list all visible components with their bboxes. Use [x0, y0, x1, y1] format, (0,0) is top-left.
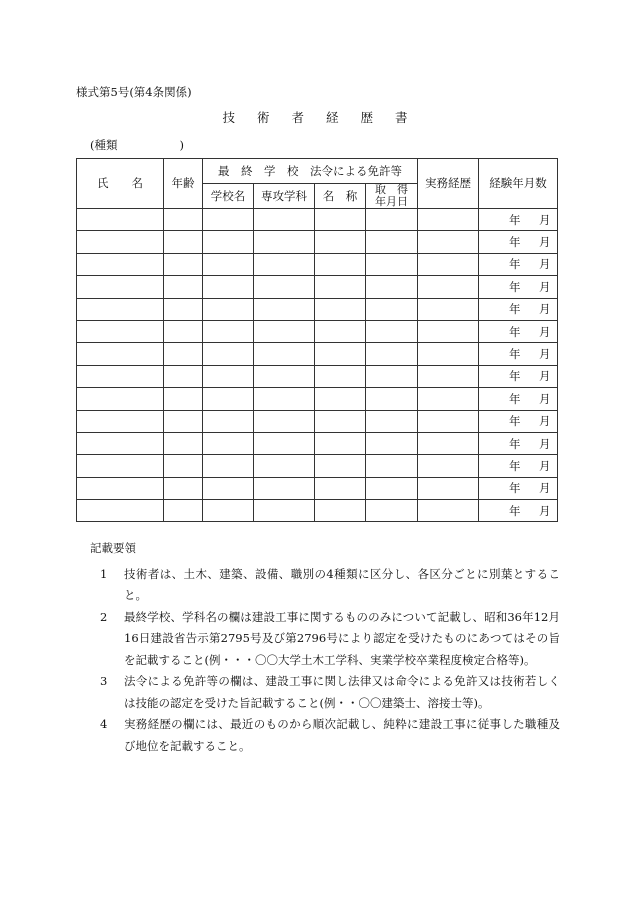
school-cell[interactable]: [203, 477, 254, 499]
license-title-cell[interactable]: [315, 455, 366, 477]
license-title-cell[interactable]: [315, 343, 366, 365]
age-cell[interactable]: [164, 365, 203, 387]
experience-cell[interactable]: [479, 388, 558, 410]
license-title-cell[interactable]: [315, 209, 366, 231]
major-cell[interactable]: [254, 410, 315, 432]
career-cell[interactable]: [418, 455, 479, 477]
age-cell[interactable]: [164, 432, 203, 454]
instruction-text: 実務経歴の欄には、最近のものから順次記載し、純粋に建設工事に従事した職種及び地位を記載すること。: [124, 717, 560, 753]
header-license-title: 名 称: [315, 184, 366, 209]
acquired-date-cell[interactable]: [366, 388, 418, 410]
major-cell[interactable]: [254, 343, 315, 365]
license-title-cell[interactable]: [315, 298, 366, 320]
major-cell[interactable]: [254, 455, 315, 477]
license-title-cell[interactable]: [315, 253, 366, 275]
instruction-item: [90, 564, 560, 607]
major-cell[interactable]: [254, 298, 315, 320]
career-cell[interactable]: [418, 388, 479, 410]
license-title-cell[interactable]: [315, 432, 366, 454]
career-cell[interactable]: [418, 209, 479, 231]
table-row: [77, 455, 558, 477]
school-cell[interactable]: [203, 343, 254, 365]
month-unit-label: 月: [539, 458, 551, 473]
acquired-date-cell[interactable]: [366, 231, 418, 253]
title-char: 書: [395, 110, 408, 125]
kind-field: [90, 137, 184, 153]
year-unit-label: 年: [509, 302, 521, 317]
instruction-number: 3: [100, 674, 108, 688]
career-cell[interactable]: [418, 231, 479, 253]
header-acquired-line1: 取 得: [375, 183, 408, 197]
table-row: [77, 209, 558, 231]
license-title-cell[interactable]: [315, 276, 366, 298]
table-row: [77, 298, 558, 320]
header-school: 学校名: [203, 184, 254, 209]
name-cell[interactable]: [77, 432, 164, 454]
year-unit-label: 年: [509, 369, 521, 384]
table-row: [77, 320, 558, 342]
kind-close: ): [179, 138, 184, 152]
age-cell[interactable]: [164, 320, 203, 342]
major-cell[interactable]: [254, 231, 315, 253]
acquired-date-cell[interactable]: [366, 320, 418, 342]
year-unit-label: 年: [509, 257, 521, 272]
month-unit-label: 月: [539, 391, 551, 406]
instruction-text: 法令による免許等の欄は、建設工事に関し法律又は命令による免許又は技術若しくは技能の認定を受けた旨記載すること(例・・〇〇建築士、溶接士等)。: [124, 674, 560, 710]
career-cell[interactable]: [418, 320, 479, 342]
year-unit-label: 年: [509, 324, 521, 339]
year-unit-label: 年: [509, 235, 521, 250]
school-cell[interactable]: [203, 455, 254, 477]
school-cell[interactable]: [203, 432, 254, 454]
instruction-number: 2: [100, 609, 108, 624]
name-cell[interactable]: [77, 276, 164, 298]
experience-cell[interactable]: [479, 343, 558, 365]
header-acquired-line2: 年月日: [375, 195, 408, 208]
header-experience: 経験年月数: [479, 159, 558, 209]
kind-open: (種類: [90, 138, 118, 152]
month-unit-label: 月: [539, 235, 551, 250]
name-cell[interactable]: [77, 365, 164, 387]
header-school-license: 最 終 学 校 法令による免許等: [203, 159, 418, 184]
school-cell[interactable]: [203, 365, 254, 387]
year-unit-label: 年: [509, 414, 521, 429]
career-cell[interactable]: [418, 432, 479, 454]
license-title-cell[interactable]: [315, 231, 366, 253]
career-cell[interactable]: [418, 410, 479, 432]
career-cell[interactable]: [418, 276, 479, 298]
age-cell[interactable]: [164, 253, 203, 275]
year-unit-label: 年: [509, 503, 521, 518]
age-cell[interactable]: [164, 343, 203, 365]
acquired-date-cell[interactable]: [366, 455, 418, 477]
instruction-text: 技術者は、土木、建築、設備、職別の4種類に区分し、各区分ごとに別葉とすること。: [124, 566, 560, 602]
year-unit-label: 年: [509, 436, 521, 451]
school-cell[interactable]: [203, 209, 254, 231]
school-cell[interactable]: [203, 500, 254, 522]
major-cell[interactable]: [254, 365, 315, 387]
table-row: [77, 231, 558, 253]
experience-cell[interactable]: [479, 298, 558, 320]
month-unit-label: 月: [539, 481, 551, 496]
school-cell[interactable]: [203, 320, 254, 342]
year-unit-label: 年: [509, 279, 521, 294]
experience-cell[interactable]: [479, 455, 558, 477]
license-title-cell[interactable]: [315, 365, 366, 387]
school-cell[interactable]: [203, 276, 254, 298]
major-cell[interactable]: [254, 388, 315, 410]
table-row: [77, 365, 558, 387]
license-title-cell[interactable]: [315, 410, 366, 432]
age-cell[interactable]: [164, 231, 203, 253]
name-cell[interactable]: [77, 231, 164, 253]
age-cell[interactable]: [164, 410, 203, 432]
table-row: [77, 388, 558, 410]
month-unit-label: 月: [539, 324, 551, 339]
month-unit-label: 月: [539, 212, 551, 227]
acquired-date-cell[interactable]: [366, 500, 418, 522]
name-cell[interactable]: [77, 343, 164, 365]
year-unit-label: 年: [509, 391, 521, 406]
age-cell[interactable]: [164, 388, 203, 410]
age-cell[interactable]: [164, 477, 203, 499]
header-age: 年齢: [164, 159, 203, 209]
instruction-number: 4: [100, 717, 108, 731]
school-cell[interactable]: [203, 231, 254, 253]
acquired-date-cell[interactable]: [366, 410, 418, 432]
experience-cell[interactable]: [479, 410, 558, 432]
table-row: [77, 410, 558, 432]
career-cell[interactable]: [418, 500, 479, 522]
table-row: [77, 343, 558, 365]
age-cell[interactable]: [164, 298, 203, 320]
license-title-cell[interactable]: [315, 500, 366, 522]
major-cell[interactable]: [254, 276, 315, 298]
major-cell[interactable]: [254, 477, 315, 499]
major-cell[interactable]: [254, 500, 315, 522]
career-cell[interactable]: [418, 343, 479, 365]
school-cell[interactable]: [203, 410, 254, 432]
career-cell[interactable]: [418, 298, 479, 320]
experience-cell[interactable]: [479, 209, 558, 231]
header-name: 氏 名: [77, 159, 164, 209]
name-cell[interactable]: [77, 298, 164, 320]
title-char: 歴: [360, 110, 374, 125]
license-title-cell[interactable]: [315, 320, 366, 342]
major-cell[interactable]: [254, 209, 315, 231]
acquired-date-cell[interactable]: [366, 365, 418, 387]
acquired-date-cell[interactable]: [366, 298, 418, 320]
major-cell[interactable]: [254, 253, 315, 275]
header-major: 専攻学科: [254, 184, 315, 209]
instructions: [90, 538, 560, 757]
major-cell[interactable]: [254, 432, 315, 454]
acquired-date-cell[interactable]: [366, 253, 418, 275]
instruction-text: 最終学校、学科名の欄は建設工事に関するもののみについて記載し、昭和36年12月16日建設省告示第2795号及び第2796号により認定を受けたものにあつてはその旨を記載すること(例・・・〇〇大学土木工学科、実業学校卒業程度検定合格等)。: [124, 609, 560, 667]
experience-cell[interactable]: [479, 276, 558, 298]
name-cell[interactable]: [77, 209, 164, 231]
month-unit-label: 月: [539, 279, 551, 294]
table-row: [77, 500, 558, 522]
form-number: 様式第5号(第4条関係): [76, 85, 192, 99]
month-unit-label: 月: [539, 436, 551, 451]
acquired-date-cell[interactable]: [366, 343, 418, 365]
acquired-date-cell[interactable]: [366, 209, 418, 231]
age-cell[interactable]: [164, 276, 203, 298]
name-cell[interactable]: [77, 455, 164, 477]
month-unit-label: 月: [539, 369, 551, 384]
career-cell[interactable]: [418, 365, 479, 387]
acquired-date-cell[interactable]: [366, 477, 418, 499]
table-row: [77, 253, 558, 275]
career-cell[interactable]: [418, 253, 479, 275]
year-unit-label: 年: [509, 458, 521, 473]
age-cell[interactable]: [164, 209, 203, 231]
age-cell[interactable]: [164, 455, 203, 477]
title-char: 術: [256, 110, 270, 125]
school-cell[interactable]: [203, 298, 254, 320]
school-cell[interactable]: [203, 388, 254, 410]
license-title-cell[interactable]: [315, 477, 366, 499]
experience-cell[interactable]: [479, 500, 558, 522]
instruction-item: [90, 714, 560, 757]
experience-cell[interactable]: [479, 477, 558, 499]
license-title-cell[interactable]: [315, 388, 366, 410]
engineer-career-table: [76, 158, 558, 522]
career-cell[interactable]: [418, 477, 479, 499]
experience-cell[interactable]: [479, 365, 558, 387]
major-cell[interactable]: [254, 320, 315, 342]
year-unit-label: 年: [509, 347, 521, 361]
table-row: [77, 276, 558, 298]
month-unit-label: 月: [539, 347, 551, 361]
instructions-heading: 記載要領: [90, 541, 136, 555]
instruction-number: 1: [100, 566, 108, 581]
document-title: [0, 108, 630, 126]
experience-cell[interactable]: [479, 320, 558, 342]
title-char: 経: [326, 110, 339, 125]
month-unit-label: 月: [539, 503, 551, 518]
header-career: 実務経歴: [418, 159, 479, 209]
name-cell[interactable]: [77, 388, 164, 410]
month-unit-label: 月: [539, 302, 551, 317]
age-cell[interactable]: [164, 500, 203, 522]
title-char: 者: [291, 110, 304, 125]
experience-cell[interactable]: [479, 253, 558, 275]
month-unit-label: 月: [539, 257, 551, 272]
instruction-item: [90, 607, 560, 672]
acquired-date-cell[interactable]: [366, 432, 418, 454]
title-char: 技: [222, 110, 235, 125]
name-cell[interactable]: [77, 477, 164, 499]
instruction-item: [90, 671, 560, 714]
name-cell[interactable]: [77, 253, 164, 275]
name-cell[interactable]: [77, 410, 164, 432]
experience-cell[interactable]: [479, 432, 558, 454]
name-cell[interactable]: [77, 320, 164, 342]
year-unit-label: 年: [509, 212, 521, 227]
table-row: [77, 477, 558, 499]
table-row: [77, 432, 558, 454]
name-cell[interactable]: [77, 500, 164, 522]
header-acquired: [366, 184, 418, 209]
year-unit-label: 年: [509, 481, 521, 496]
school-cell[interactable]: [203, 253, 254, 275]
acquired-date-cell[interactable]: [366, 276, 418, 298]
month-unit-label: 月: [539, 414, 551, 429]
experience-cell[interactable]: [479, 231, 558, 253]
